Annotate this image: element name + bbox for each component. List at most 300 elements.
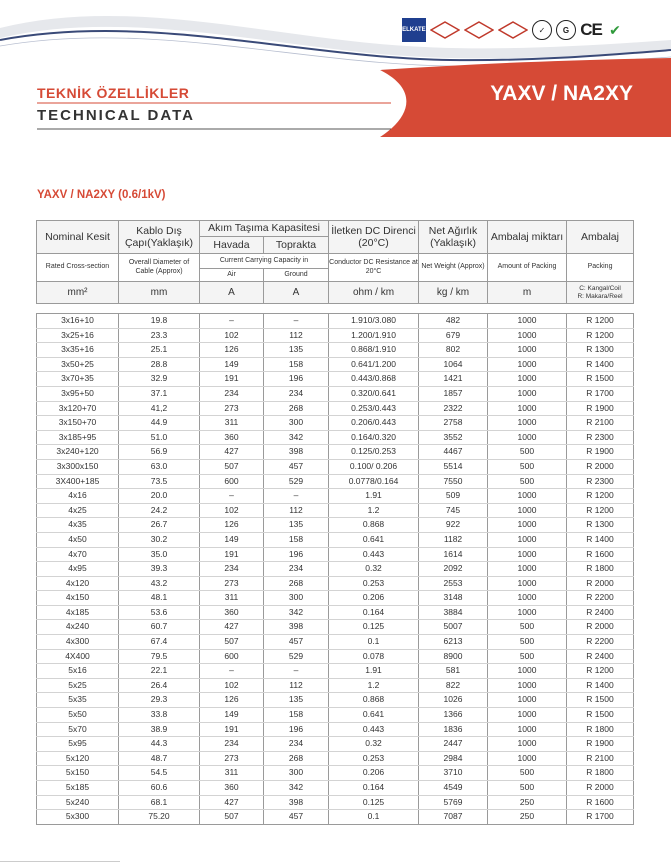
cell-ground: 529 bbox=[264, 474, 329, 489]
table-row bbox=[37, 445, 634, 460]
cell-air: 427 bbox=[200, 795, 264, 810]
cell-packing-amount: 250 bbox=[488, 810, 567, 825]
table-row bbox=[37, 693, 634, 708]
table-row bbox=[37, 459, 634, 474]
cell-resistance: 0.125 bbox=[329, 795, 419, 810]
cell-resistance: 0.206 bbox=[329, 591, 419, 606]
cell-packing-amount: 1000 bbox=[488, 591, 567, 606]
cell-nominal: 5x50 bbox=[37, 708, 119, 723]
cell-diameter: 60.6 bbox=[119, 781, 200, 796]
cell-air: 149 bbox=[200, 357, 264, 372]
cell-nominal: 3x50+25 bbox=[37, 357, 119, 372]
cell-packing-amount: 1000 bbox=[488, 343, 567, 358]
cell-packing-amount: 1000 bbox=[488, 401, 567, 416]
cell-weight: 509 bbox=[419, 489, 488, 504]
cell-resistance: 0.0778/0.164 bbox=[329, 474, 419, 489]
cell-ground: 268 bbox=[264, 401, 329, 416]
header-packing-amount: Ambalaj miktarı bbox=[488, 221, 567, 254]
cell-packing: R 1200 bbox=[567, 314, 634, 329]
table-row bbox=[37, 708, 634, 723]
cell-resistance: 0.641 bbox=[329, 532, 419, 547]
cell-packing-amount: 500 bbox=[488, 620, 567, 635]
table-body bbox=[37, 314, 634, 825]
cell-ground: 112 bbox=[264, 678, 329, 693]
cell-ground: 268 bbox=[264, 576, 329, 591]
header-weight: Net Ağırlık (Yaklaşık) bbox=[419, 221, 488, 254]
cell-ground: 196 bbox=[264, 372, 329, 387]
unit-resistance: ohm / km bbox=[329, 282, 419, 304]
cell-air: 126 bbox=[200, 693, 264, 708]
cell-resistance: 0.125 bbox=[329, 620, 419, 635]
cell-nominal: 5x120 bbox=[37, 751, 119, 766]
cell-resistance: 1.91 bbox=[329, 664, 419, 679]
cell-ground: 234 bbox=[264, 386, 329, 401]
table-row bbox=[37, 810, 634, 825]
cell-packing-amount: 1000 bbox=[488, 751, 567, 766]
cell-ground: 158 bbox=[264, 532, 329, 547]
cell-resistance: 0.164 bbox=[329, 605, 419, 620]
header-en-diameter: Overall Diameter of Cable (Approx) bbox=[119, 254, 200, 282]
cell-packing-amount: 1000 bbox=[488, 605, 567, 620]
cell-resistance: 0.1 bbox=[329, 810, 419, 825]
cell-diameter: 37.1 bbox=[119, 386, 200, 401]
table-row bbox=[37, 547, 634, 562]
cell-packing-amount: 500 bbox=[488, 781, 567, 796]
unit-nominal: mm² bbox=[37, 282, 119, 304]
unit-packing bbox=[567, 282, 634, 304]
cell-ground: 234 bbox=[264, 737, 329, 752]
cell-packing: R 2400 bbox=[567, 649, 634, 664]
unit-packing-reel: R: Makara/Reel bbox=[577, 292, 623, 300]
cell-diameter: 75.20 bbox=[119, 810, 200, 825]
table-row bbox=[37, 737, 634, 752]
cell-weight: 1064 bbox=[419, 357, 488, 372]
cell-diameter: 33.8 bbox=[119, 708, 200, 723]
cell-weight: 5007 bbox=[419, 620, 488, 635]
table-row bbox=[37, 343, 634, 358]
cell-packing-amount: 250 bbox=[488, 795, 567, 810]
cell-weight: 6213 bbox=[419, 635, 488, 650]
cell-packing: R 1200 bbox=[567, 664, 634, 679]
cell-ground: 457 bbox=[264, 635, 329, 650]
header-en-weight: Net Weight (Approx) bbox=[419, 254, 488, 282]
cell-packing-amount: 1000 bbox=[488, 372, 567, 387]
table-row bbox=[37, 576, 634, 591]
cell-ground: 112 bbox=[264, 503, 329, 518]
cell-air: 234 bbox=[200, 386, 264, 401]
cell-air: 360 bbox=[200, 605, 264, 620]
header-nominal: Nominal Kesit bbox=[37, 221, 119, 254]
cell-resistance: 0.443/0.868 bbox=[329, 372, 419, 387]
cell-nominal: 3x150+70 bbox=[37, 416, 119, 431]
header-air: Havada bbox=[200, 237, 264, 254]
table-row bbox=[37, 314, 634, 329]
cell-diameter: 53.6 bbox=[119, 605, 200, 620]
table-row bbox=[37, 372, 634, 387]
cell-packing-amount: 1000 bbox=[488, 357, 567, 372]
header-diameter: Kablo Dış Çapı(Yaklaşık) bbox=[119, 221, 200, 254]
tse-logo bbox=[430, 21, 460, 39]
cell-ground: 342 bbox=[264, 781, 329, 796]
header-current: Akım Taşıma Kapasitesi bbox=[200, 221, 329, 237]
cell-resistance: 0.32 bbox=[329, 737, 419, 752]
cell-air: 311 bbox=[200, 591, 264, 606]
cell-nominal: 4x300 bbox=[37, 635, 119, 650]
cell-packing: R 1400 bbox=[567, 678, 634, 693]
cell-packing-amount: 1000 bbox=[488, 489, 567, 504]
cell-resistance: 0.868 bbox=[329, 693, 419, 708]
cell-weight: 1421 bbox=[419, 372, 488, 387]
cell-air: 360 bbox=[200, 781, 264, 796]
cell-packing: R 2200 bbox=[567, 591, 634, 606]
header-en-resistance: Conductor DC Resistance at 20°C bbox=[329, 254, 419, 282]
cell-packing-amount: 1000 bbox=[488, 416, 567, 431]
cell-weight: 3148 bbox=[419, 591, 488, 606]
cell-weight: 3552 bbox=[419, 430, 488, 445]
cell-ground: 135 bbox=[264, 343, 329, 358]
cell-packing-amount: 1000 bbox=[488, 693, 567, 708]
cell-packing: R 1200 bbox=[567, 489, 634, 504]
cell-ground: 196 bbox=[264, 722, 329, 737]
table-row bbox=[37, 401, 634, 416]
table-row bbox=[37, 562, 634, 577]
cell-air: 311 bbox=[200, 766, 264, 781]
cell-diameter: 35.0 bbox=[119, 547, 200, 562]
cell-weight: 922 bbox=[419, 518, 488, 533]
cell-ground: 457 bbox=[264, 459, 329, 474]
cell-weight: 4467 bbox=[419, 445, 488, 460]
table-row bbox=[37, 751, 634, 766]
table-row bbox=[37, 503, 634, 518]
cell-nominal: 5x70 bbox=[37, 722, 119, 737]
cell-air: 234 bbox=[200, 737, 264, 752]
cell-packing: R 1500 bbox=[567, 693, 634, 708]
cell-packing-amount: 1000 bbox=[488, 722, 567, 737]
cell-diameter: 23.3 bbox=[119, 328, 200, 343]
cell-air: 427 bbox=[200, 445, 264, 460]
cell-packing-amount: 1000 bbox=[488, 503, 567, 518]
header-ground: Toprakta bbox=[264, 237, 329, 254]
cell-air: – bbox=[200, 314, 264, 329]
cell-packing-amount: 1000 bbox=[488, 737, 567, 752]
cell-resistance: 0.206 bbox=[329, 766, 419, 781]
cell-weight: 3884 bbox=[419, 605, 488, 620]
cell-packing-amount: 1000 bbox=[488, 532, 567, 547]
cell-packing-amount: 500 bbox=[488, 766, 567, 781]
cell-packing: R 2300 bbox=[567, 474, 634, 489]
cell-air: 191 bbox=[200, 372, 264, 387]
cell-ground: 234 bbox=[264, 562, 329, 577]
cell-nominal: 5x240 bbox=[37, 795, 119, 810]
cell-air: 273 bbox=[200, 401, 264, 416]
table-row bbox=[37, 328, 634, 343]
cell-packing-amount: 500 bbox=[488, 474, 567, 489]
cell-air: 600 bbox=[200, 474, 264, 489]
cell-packing: R 1800 bbox=[567, 722, 634, 737]
cell-weight: 3710 bbox=[419, 766, 488, 781]
cell-nominal: 3x16+10 bbox=[37, 314, 119, 329]
product-code: YAXV / NA2XY bbox=[490, 82, 633, 105]
cell-ground: 398 bbox=[264, 795, 329, 810]
cell-nominal: 4x150 bbox=[37, 591, 119, 606]
header-en-packing: Packing bbox=[567, 254, 634, 282]
cell-nominal: 4X400 bbox=[37, 649, 119, 664]
cell-air: 273 bbox=[200, 751, 264, 766]
table-row bbox=[37, 591, 634, 606]
cell-weight: 1857 bbox=[419, 386, 488, 401]
cell-diameter: 25.1 bbox=[119, 343, 200, 358]
cell-resistance: 0.1 bbox=[329, 635, 419, 650]
cell-air: 191 bbox=[200, 722, 264, 737]
cell-packing: R 2100 bbox=[567, 751, 634, 766]
cell-diameter: 63.0 bbox=[119, 459, 200, 474]
cell-air: 427 bbox=[200, 620, 264, 635]
cell-diameter: 67.4 bbox=[119, 635, 200, 650]
cell-ground: 300 bbox=[264, 766, 329, 781]
table-row bbox=[37, 678, 634, 693]
certification-logos bbox=[398, 18, 624, 42]
cell-weight: 1182 bbox=[419, 532, 488, 547]
cell-air: 311 bbox=[200, 416, 264, 431]
cell-packing-amount: 1000 bbox=[488, 386, 567, 401]
technical-data-table bbox=[36, 220, 634, 825]
cell-ground: 268 bbox=[264, 751, 329, 766]
cell-weight: 2758 bbox=[419, 416, 488, 431]
cell-air: 360 bbox=[200, 430, 264, 445]
cell-ground: – bbox=[264, 489, 329, 504]
cell-diameter: 20.0 bbox=[119, 489, 200, 504]
cell-packing-amount: 500 bbox=[488, 649, 567, 664]
cell-packing-amount: 500 bbox=[488, 635, 567, 650]
cell-air: 102 bbox=[200, 678, 264, 693]
cell-diameter: 48.1 bbox=[119, 591, 200, 606]
cell-nominal: 3X400+185 bbox=[37, 474, 119, 489]
unit-ground: A bbox=[264, 282, 329, 304]
cell-packing: R 1400 bbox=[567, 357, 634, 372]
cell-weight: 5769 bbox=[419, 795, 488, 810]
cell-air: 102 bbox=[200, 328, 264, 343]
cell-weight: 482 bbox=[419, 314, 488, 329]
cell-resistance: 0.320/0.641 bbox=[329, 386, 419, 401]
cell-packing: R 2400 bbox=[567, 605, 634, 620]
cell-weight: 7550 bbox=[419, 474, 488, 489]
cell-nominal: 5x16 bbox=[37, 664, 119, 679]
cell-weight: 7087 bbox=[419, 810, 488, 825]
cell-resistance: 0.253/0.443 bbox=[329, 401, 419, 416]
cell-diameter: 26.4 bbox=[119, 678, 200, 693]
cell-packing: R 1500 bbox=[567, 708, 634, 723]
cell-diameter: 38.9 bbox=[119, 722, 200, 737]
cell-weight: 1614 bbox=[419, 547, 488, 562]
table-row bbox=[37, 664, 634, 679]
cell-packing-amount: 500 bbox=[488, 459, 567, 474]
cell-weight: 1026 bbox=[419, 693, 488, 708]
cell-diameter: 41,2 bbox=[119, 401, 200, 416]
cell-nominal: 4x35 bbox=[37, 518, 119, 533]
velkatek-logo: VELKATEK bbox=[402, 18, 426, 42]
header-en-packing-amount: Amount of Packing bbox=[488, 254, 567, 282]
unit-packing-amount: m bbox=[488, 282, 567, 304]
cell-air: 273 bbox=[200, 576, 264, 591]
cell-packing: R 2300 bbox=[567, 430, 634, 445]
cell-resistance: 1.2 bbox=[329, 678, 419, 693]
table-row bbox=[37, 357, 634, 372]
cell-ground: 158 bbox=[264, 357, 329, 372]
cell-resistance: 1.91 bbox=[329, 489, 419, 504]
cell-weight: 4549 bbox=[419, 781, 488, 796]
cell-diameter: 60.7 bbox=[119, 620, 200, 635]
cell-resistance: 0.164/0.320 bbox=[329, 430, 419, 445]
cell-diameter: 28.8 bbox=[119, 357, 200, 372]
header-en-ground: Ground bbox=[264, 269, 329, 282]
cell-nominal: 3x35+16 bbox=[37, 343, 119, 358]
header-resistance: İletken DC Direnci (20°C) bbox=[329, 221, 419, 254]
cell-air: 126 bbox=[200, 343, 264, 358]
cell-nominal: 3x185+95 bbox=[37, 430, 119, 445]
cell-packing-amount: 1000 bbox=[488, 678, 567, 693]
cell-packing: R 2000 bbox=[567, 459, 634, 474]
cell-packing: R 1700 bbox=[567, 386, 634, 401]
cell-packing-amount: 1000 bbox=[488, 547, 567, 562]
cell-ground: – bbox=[264, 314, 329, 329]
cell-packing: R 2000 bbox=[567, 576, 634, 591]
cell-packing: R 1800 bbox=[567, 766, 634, 781]
cell-nominal: 5x35 bbox=[37, 693, 119, 708]
tse-logo-3 bbox=[498, 21, 528, 39]
cell-weight: 679 bbox=[419, 328, 488, 343]
cell-resistance: 1.200/1.910 bbox=[329, 328, 419, 343]
header-packing: Ambalaj bbox=[567, 221, 634, 254]
cell-packing: R 1900 bbox=[567, 737, 634, 752]
cell-air: 126 bbox=[200, 518, 264, 533]
cell-nominal: 5x300 bbox=[37, 810, 119, 825]
header-en-air: Air bbox=[200, 269, 264, 282]
iso-logo: ✓ bbox=[532, 20, 552, 40]
cell-air: 102 bbox=[200, 503, 264, 518]
cell-nominal: 3x25+16 bbox=[37, 328, 119, 343]
cell-ground: 158 bbox=[264, 708, 329, 723]
cell-packing-amount: 1000 bbox=[488, 430, 567, 445]
cell-packing: R 2100 bbox=[567, 416, 634, 431]
cell-packing: R 1300 bbox=[567, 343, 634, 358]
cell-weight: 1366 bbox=[419, 708, 488, 723]
cell-nominal: 3x120+70 bbox=[37, 401, 119, 416]
cell-air: – bbox=[200, 489, 264, 504]
cell-weight: 8900 bbox=[419, 649, 488, 664]
cell-diameter: 51.0 bbox=[119, 430, 200, 445]
cell-nominal: 4x185 bbox=[37, 605, 119, 620]
table-row bbox=[37, 722, 634, 737]
g-mark-logo: G bbox=[556, 20, 576, 40]
cell-diameter: 44.9 bbox=[119, 416, 200, 431]
cell-packing: R 1900 bbox=[567, 401, 634, 416]
cell-packing: R 1200 bbox=[567, 328, 634, 343]
cell-resistance: 1.910/3.080 bbox=[329, 314, 419, 329]
cell-ground: 300 bbox=[264, 591, 329, 606]
cell-resistance: 0.443 bbox=[329, 547, 419, 562]
cell-weight: 5514 bbox=[419, 459, 488, 474]
cell-diameter: 32.9 bbox=[119, 372, 200, 387]
cell-nominal: 5x25 bbox=[37, 678, 119, 693]
cell-diameter: 24.2 bbox=[119, 503, 200, 518]
cell-nominal: 5x185 bbox=[37, 781, 119, 796]
cell-ground: 342 bbox=[264, 430, 329, 445]
cell-air: 600 bbox=[200, 649, 264, 664]
cell-packing: R 2000 bbox=[567, 781, 634, 796]
table-row bbox=[37, 532, 634, 547]
cell-packing-amount: 1000 bbox=[488, 664, 567, 679]
cell-weight: 581 bbox=[419, 664, 488, 679]
cell-air: 191 bbox=[200, 547, 264, 562]
unit-weight: kg / km bbox=[419, 282, 488, 304]
cell-diameter: 56.9 bbox=[119, 445, 200, 460]
cell-packing-amount: 1000 bbox=[488, 708, 567, 723]
cell-packing: R 1700 bbox=[567, 810, 634, 825]
table-row bbox=[37, 620, 634, 635]
cell-weight: 2092 bbox=[419, 562, 488, 577]
cell-weight: 745 bbox=[419, 503, 488, 518]
cell-nominal: 3x70+35 bbox=[37, 372, 119, 387]
table-row bbox=[37, 474, 634, 489]
cell-air: 149 bbox=[200, 532, 264, 547]
cell-weight: 2447 bbox=[419, 737, 488, 752]
cell-resistance: 0.253 bbox=[329, 751, 419, 766]
cell-ground: 398 bbox=[264, 445, 329, 460]
cell-diameter: 79.5 bbox=[119, 649, 200, 664]
cell-nominal: 3x95+50 bbox=[37, 386, 119, 401]
cell-air: 507 bbox=[200, 635, 264, 650]
cell-packing: R 1300 bbox=[567, 518, 634, 533]
cell-packing-amount: 1000 bbox=[488, 562, 567, 577]
cell-nominal: 3x300x150 bbox=[37, 459, 119, 474]
cell-air: – bbox=[200, 664, 264, 679]
cell-packing: R 1600 bbox=[567, 795, 634, 810]
cell-packing: R 2200 bbox=[567, 635, 634, 650]
cell-ground: 457 bbox=[264, 810, 329, 825]
table-row bbox=[37, 489, 634, 504]
cell-ground: – bbox=[264, 664, 329, 679]
cell-nominal: 4x120 bbox=[37, 576, 119, 591]
cell-packing: R 1800 bbox=[567, 562, 634, 577]
cell-packing: R 1400 bbox=[567, 532, 634, 547]
cell-diameter: 22.1 bbox=[119, 664, 200, 679]
cell-resistance: 0.206/0.443 bbox=[329, 416, 419, 431]
cell-packing-amount: 1000 bbox=[488, 576, 567, 591]
cell-weight: 2322 bbox=[419, 401, 488, 416]
cell-diameter: 26.7 bbox=[119, 518, 200, 533]
title-english: TECHNICAL DATA bbox=[37, 107, 195, 124]
cell-ground: 342 bbox=[264, 605, 329, 620]
cell-packing: R 1500 bbox=[567, 372, 634, 387]
cell-air: 149 bbox=[200, 708, 264, 723]
cell-ground: 135 bbox=[264, 693, 329, 708]
table-row bbox=[37, 795, 634, 810]
cell-resistance: 0.164 bbox=[329, 781, 419, 796]
cell-ground: 196 bbox=[264, 547, 329, 562]
table-row bbox=[37, 635, 634, 650]
cell-ground: 529 bbox=[264, 649, 329, 664]
cell-resistance: 0.253 bbox=[329, 576, 419, 591]
cell-resistance: 0.868 bbox=[329, 518, 419, 533]
cell-packing: R 1200 bbox=[567, 503, 634, 518]
cell-resistance: 0.125/0.253 bbox=[329, 445, 419, 460]
cell-nominal: 5x95 bbox=[37, 737, 119, 752]
table-row bbox=[37, 430, 634, 445]
cell-diameter: 39.3 bbox=[119, 562, 200, 577]
cell-packing-amount: 1000 bbox=[488, 518, 567, 533]
unit-diameter: mm bbox=[119, 282, 200, 304]
cell-diameter: 68.1 bbox=[119, 795, 200, 810]
